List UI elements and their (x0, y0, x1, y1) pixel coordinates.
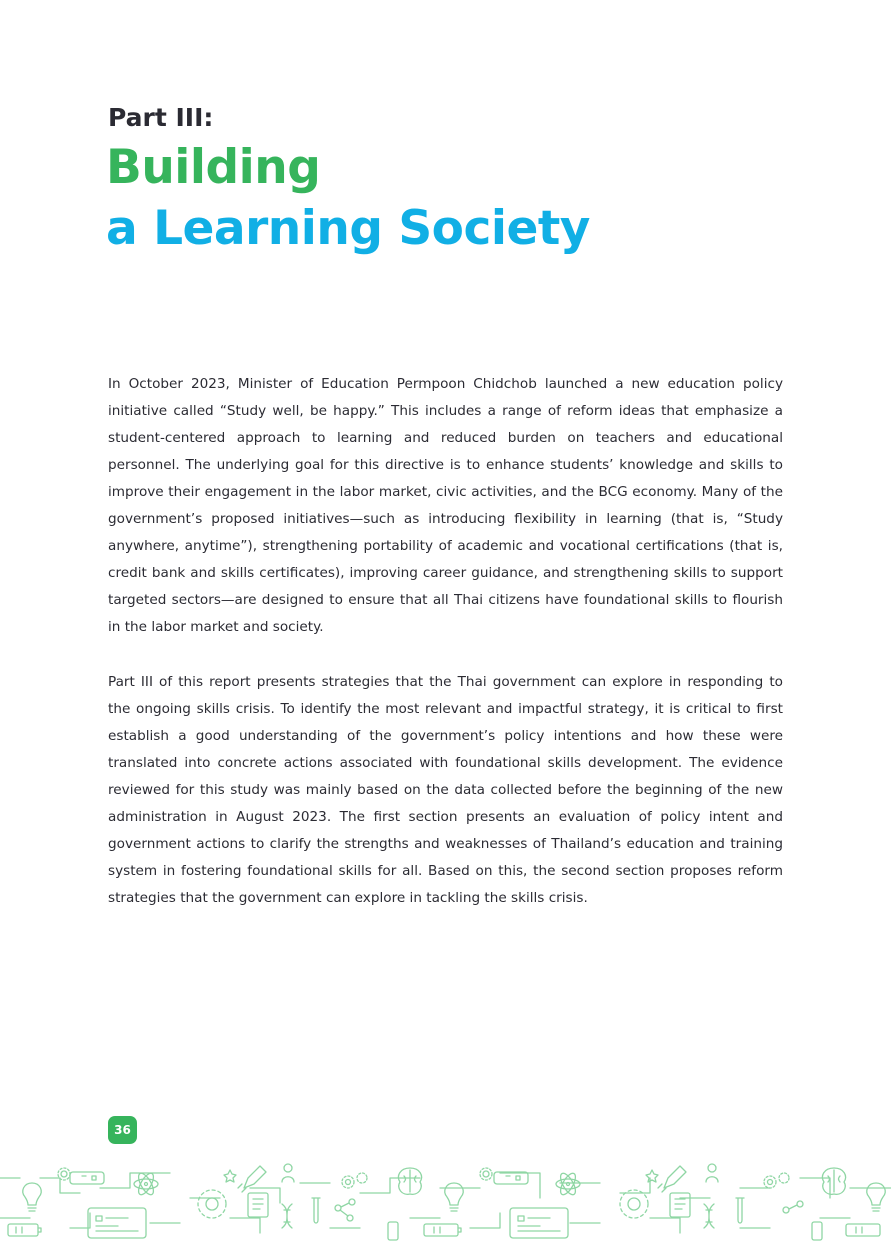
gear-icon (342, 1173, 367, 1188)
atom-icon (134, 1171, 158, 1197)
person-icon (282, 1164, 294, 1182)
gear-icon (764, 1173, 789, 1188)
card-icon (494, 1172, 528, 1184)
gear-icon (480, 1168, 492, 1180)
book-icon (248, 1193, 268, 1217)
footer-illustration (0, 1158, 891, 1242)
molecule-icon (335, 1199, 355, 1221)
molecule-icon (783, 1201, 803, 1213)
page-title-line-2: a Learning Society (106, 201, 590, 256)
body-paragraph-1: In October 2023, Minister of Education Permpoon Chidchob launched a new education policy initiative called “Study well, be happy.” This includes a range of reform ideas that emphasize a student-centered approach to learning and reduced burden on teachers and educational personnel. The underlying goal for this directive is to enhance students’ knowledge and skills to improve their engagement in the labor market, civic activities, and the BCG economy. Many of the government’s proposed initiatives—such as introducing flexibility in learning (that is, “Study anywhere, anytime”), strengthening portability of academic and vocational certifications (that is, credit bank and skills certificates), improving career guidance, and strengthening skills to support targeted sectors—are designed to ensure that all Thai citizens have foundational skills to flourish in the labor market and society. (108, 376, 783, 635)
monitor-icon (88, 1208, 146, 1238)
gear-icon (58, 1168, 70, 1180)
battery-icon (388, 1222, 398, 1240)
page-number-badge: 36 (108, 1116, 137, 1144)
orbit-icon (198, 1190, 226, 1218)
brain-icon (822, 1168, 845, 1194)
person-icon (706, 1164, 718, 1182)
test-tube-icon (736, 1198, 744, 1223)
test-tube-icon (312, 1198, 320, 1223)
book-icon (670, 1193, 690, 1217)
card-icon (70, 1172, 104, 1184)
lightbulb-icon (445, 1183, 463, 1211)
battery-icon (424, 1224, 461, 1236)
body-paragraph-2: Part III of this report presents strategies that the Thai government can explore in responding to the ongoing skills crisis. To identify the most relevant and impactful strategy, it is critical to first establish a good understanding of the government’s policy intentions and how these were translated into concrete actions associated with foundational skills development. The evidence reviewed for this study was mainly based on the data collected before the beginning of the new administration in August 2023. The first section presents an evaluation of policy intent and government actions to clarify the strengths and weaknesses of Thailand’s education and training system in fostering foundational skills for all. Based on this, the second section proposes reform strategies that the government can explore in tackling the skills crisis. (108, 674, 783, 906)
dna-icon (282, 1204, 292, 1228)
battery-icon (812, 1222, 822, 1240)
lightbulb-icon (867, 1183, 885, 1211)
page-title-line-1: Building (106, 140, 321, 195)
brain-icon (398, 1168, 421, 1194)
battery-icon (846, 1224, 880, 1236)
orbit-icon (620, 1190, 648, 1218)
dna-icon (704, 1204, 714, 1228)
atom-icon (556, 1171, 580, 1197)
lightbulb-icon (23, 1183, 41, 1211)
part-label: Part III: (108, 103, 214, 132)
rocket-icon (658, 1166, 686, 1192)
monitor-icon (510, 1208, 568, 1238)
battery-icon (8, 1224, 41, 1236)
